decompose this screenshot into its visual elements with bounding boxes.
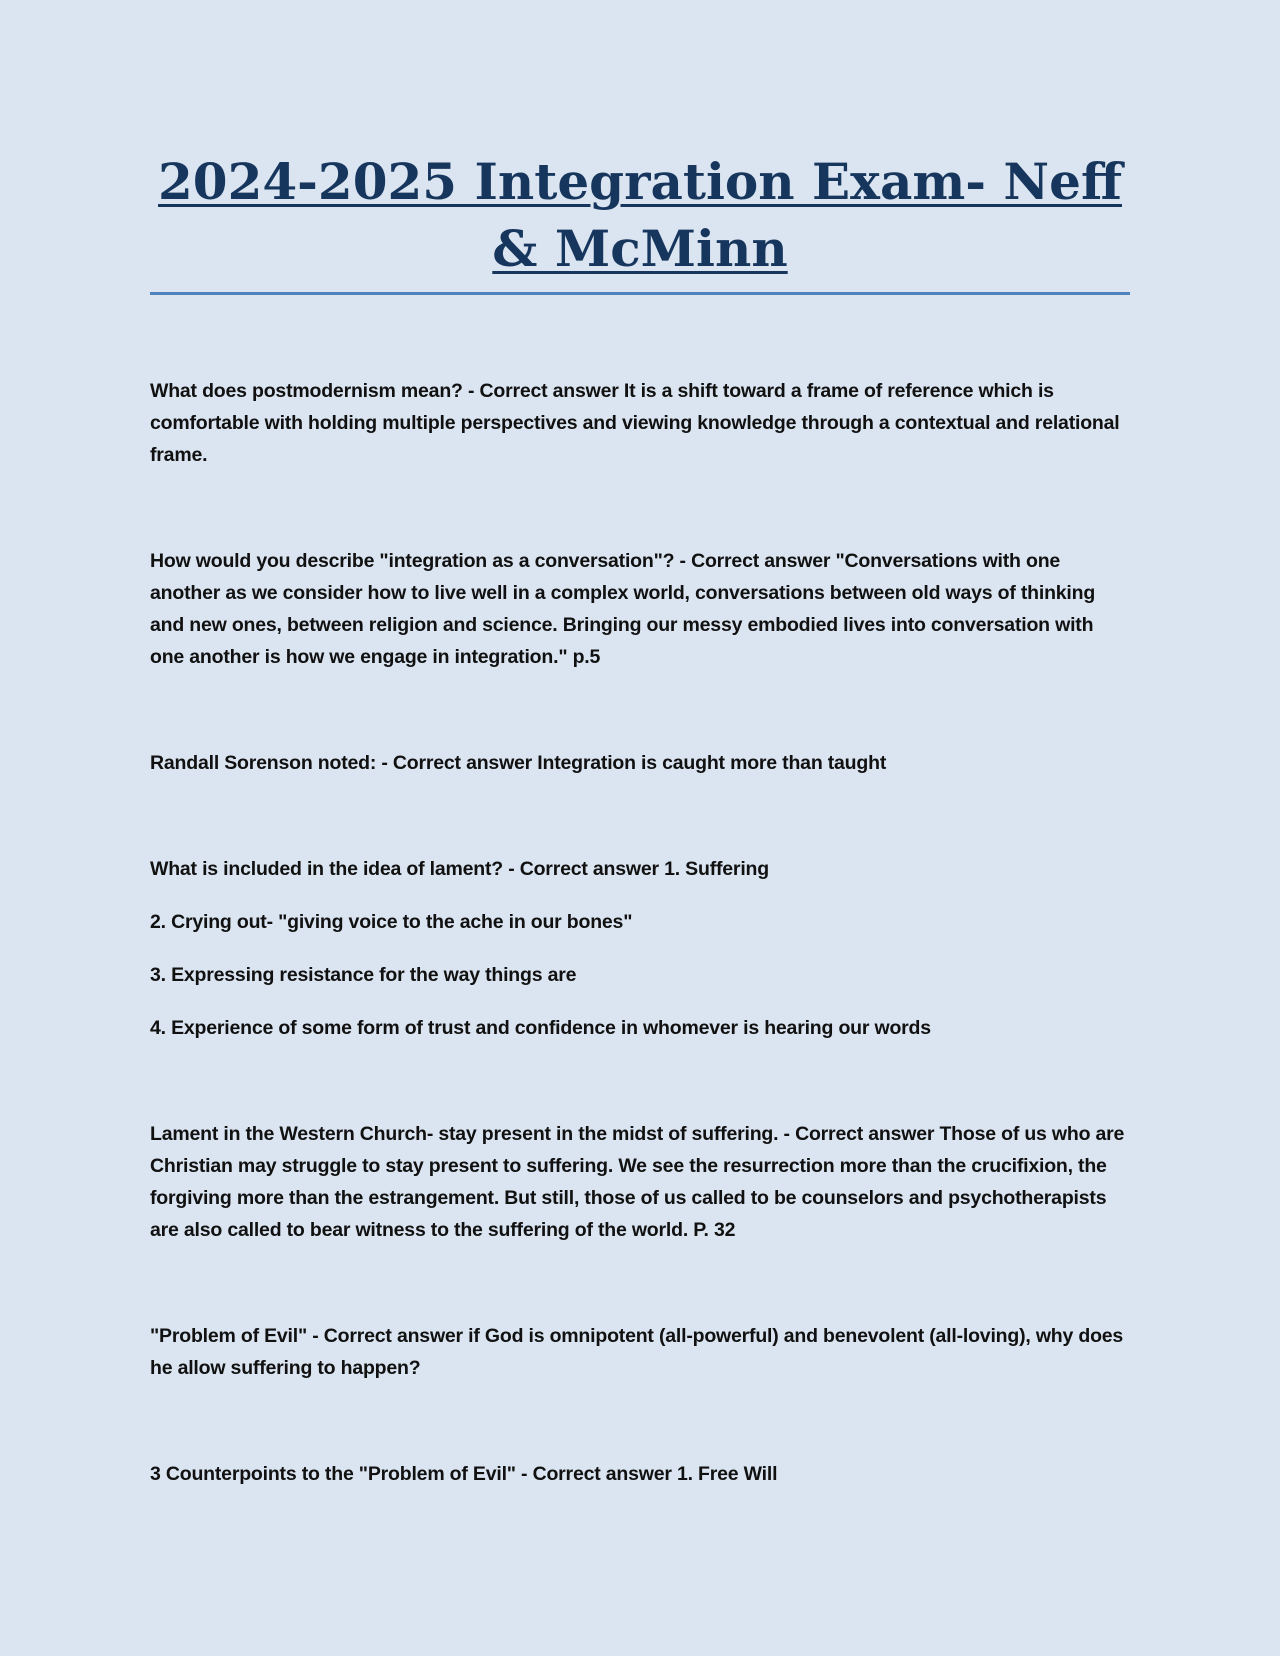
qa-integration-conversation: How would you describe "integration as a conversation"? - Correct answer "Conversations with one another as we consider how to live well in a complex world, conversations between old ways of thinking and new ones, between religion and science. Bringing our messy embodied lives into conversation with one another is how we engage in integration." p.5 bbox=[150, 550, 1096, 668]
document-page bbox=[150, 148, 1130, 1490]
document-title: 2024-2025 Integration Exam- Neff & McMinn bbox=[158, 152, 1122, 278]
qa-postmodernism: What does postmodernism mean? - Correct answer It is a shift toward a frame of reference which is comfortable with holding multiple perspectives and viewing knowledge through a contextual and relational frame. bbox=[150, 380, 1120, 466]
qa-counterpoints-problem-of-evil: 3 Counterpoints to the "Problem of Evil" - Correct answer 1. Free Will bbox=[150, 1463, 778, 1485]
lament-list-item-4: 4. Experience of some form of trust and confidence in whomever is hearing our words bbox=[150, 1017, 931, 1039]
qa-problem-of-evil: "Problem of Evil" - Correct answer if God is omnipotent (all-powerful) and benevolent (all-loving), why does he allow suffering to happen? bbox=[150, 1325, 1124, 1379]
qa-randall-sorenson: Randall Sorenson noted: - Correct answer Integration is caught more than taught bbox=[150, 752, 887, 774]
document-body bbox=[150, 375, 1130, 1490]
lament-list-item-3: 3. Expressing resistance for the way things are bbox=[150, 964, 577, 986]
title-divider bbox=[150, 292, 1130, 295]
lament-list-item-2: 2. Crying out- "giving voice to the ache in our bones" bbox=[150, 911, 633, 933]
qa-lament: What is included in the idea of lament? - Correct answer 1. Suffering bbox=[150, 858, 769, 880]
qa-lament-western-church: Lament in the Western Church- stay present in the midst of suffering. - Correct answer Those of us who are Christian may struggle to stay present to suffering. We see the resurrection more than the crucifixion, the forgiving more than the estrangement. But still, those of us called to be counselors and psychotherapists are also called to bear witness to the suffering of the world. P. 32 bbox=[150, 1123, 1125, 1241]
